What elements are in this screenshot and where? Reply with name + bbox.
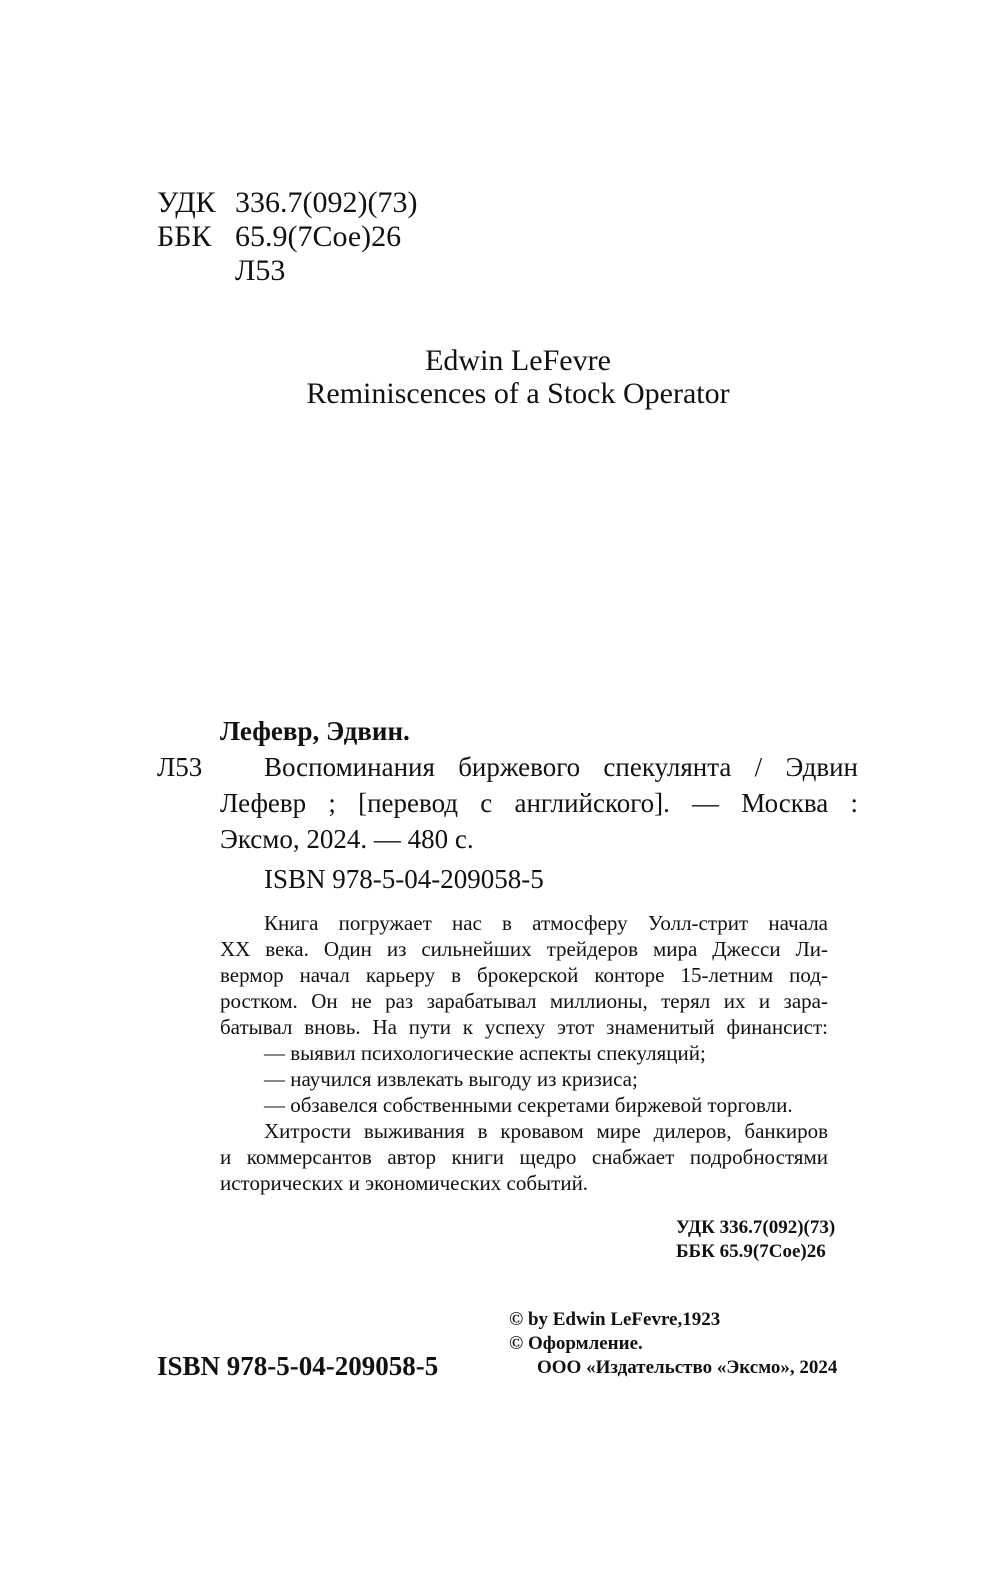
annotation-line: батывал вновь. На пути к успеху этот знаменитый финансист:	[220, 1015, 828, 1039]
annotation-bullet: — научился извлекать выгоду из кризиса;	[264, 1067, 638, 1091]
author-sign-top: Л53	[235, 254, 286, 287]
record-line-3: Эксмо, 2024. — 480 с.	[220, 824, 474, 854]
original-author: Edwin LeFevre	[425, 344, 611, 377]
annotation	[220, 910, 860, 1196]
annotation-line: XX века. Один из сильнейших трейдеров мира Джесси Ли-	[220, 937, 828, 961]
record-line-1: Воспоминания биржевого спекулянта / Эдвин	[264, 752, 858, 782]
original-title: Reminiscences of a Stock Operator	[306, 377, 730, 410]
record-isbn: ISBN 978-5-04-209058-5	[264, 864, 544, 894]
bottom-udk: УДК 336.7(092)(73)	[676, 1217, 836, 1238]
annotation-closing: исторических и экономических событий.	[220, 1171, 589, 1195]
record-heading: Лефевр, Эдвин.	[220, 716, 410, 746]
record-line-2: Лефевр ; [перевод с английского]. — Москва :	[220, 788, 858, 818]
bbk-label: ББК	[157, 220, 212, 253]
copyright-author: © by Edwin LeFevre,1923	[509, 1309, 721, 1330]
annotation-line: ростком. Он не раз зарабатывал миллионы, терял их и зара-	[220, 989, 828, 1013]
udk-value: 336.7(092)(73)	[235, 186, 418, 219]
bbk-value: 65.9(7Сое)26	[235, 220, 402, 253]
annotation-bullet: — выявил психологические аспекты спекуляций;	[264, 1041, 706, 1065]
annotation-bullet: — обзавелся собственными секретами биржевой торговли.	[264, 1093, 793, 1117]
udk-label: УДК	[157, 186, 216, 219]
annotation-line: Книга погружает нас в атмосферу Уолл-стрит начала	[264, 911, 828, 935]
annotation-closing: и коммерсантов автор книги щедро снабжает подробностями	[220, 1145, 828, 1169]
copyright-design: © Оформление.	[509, 1333, 643, 1354]
udk-line	[157, 186, 477, 220]
copyright-publisher: ООО «Издательство «Эксмо», 2024	[537, 1357, 838, 1378]
isbn-large: ISBN 978-5-04-209058-5	[157, 1351, 439, 1381]
annotation-line: вермор начал карьеру в брокерской конторе 15-летним под-	[220, 963, 828, 987]
bbk-line	[157, 220, 477, 254]
bottom-bbk: ББК 65.9(7Сое)26	[676, 1241, 826, 1262]
record-author-sign: Л53	[157, 752, 203, 782]
annotation-closing: Хитрости выживания в кровавом мире дилеров, банкиров	[264, 1119, 828, 1143]
